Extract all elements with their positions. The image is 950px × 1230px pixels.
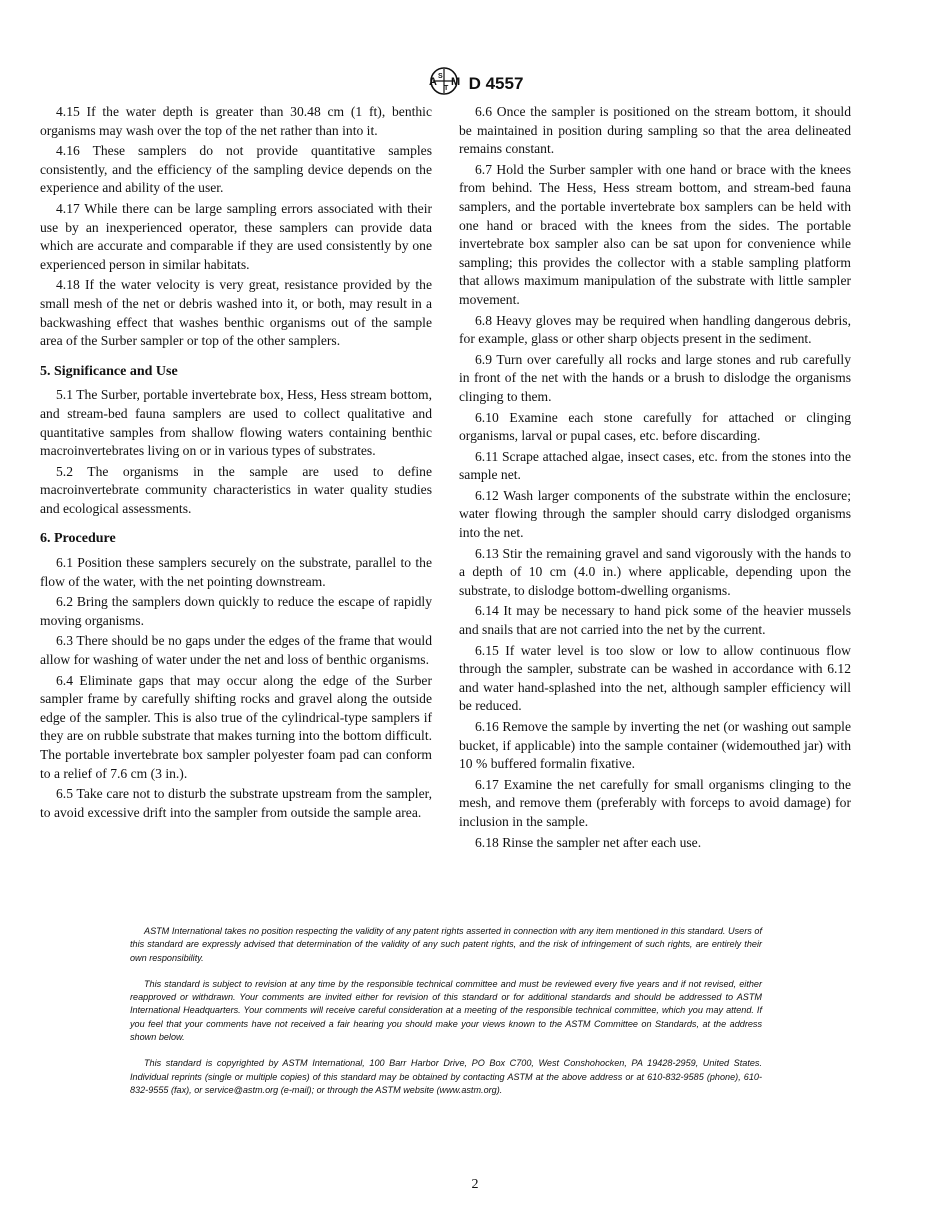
paragraph: 6.9 Turn over carefully all rocks and large stones and rub carefully in front of the net with the hands or a brush to dislodge the organisms clinging to them.	[459, 351, 851, 404]
paragraph: 6.2 Bring the samplers down quickly to reduce the escape of rapidly moving organisms.	[40, 594, 432, 628]
paragraph: 6.5 Take care not to disturb the substrate upstream from the sampler, to avoid excessive drift into the sampler from outside the sample area.	[40, 786, 432, 820]
paragraph: 6.7 Hold the Surber sampler with one hand or brace with the knees from behind. The Hess, Hess stream bottom, and stream-bed fauna samplers, and the portable invertebrate box samplers can be held with one hand or braced with the knees from the sides. The portable invertebrate box sampler also can be sat upon for convenience while sampling; this provides the collector with a stable sampling platform that allows maximum manipulation of the substrate with little sampler movement.	[459, 161, 851, 307]
svg-text:S: S	[437, 73, 443, 80]
paragraph: 4.18 If the water velocity is very great, resistance provided by the small mesh of the net or debris washed into it, or both, may result in a backwashing effect that washes benthic organisms out of the sample area of the Surber sampler or top of the other samplers.	[40, 277, 432, 349]
page-header	[0, 66, 950, 101]
paragraph: 6.15 If water level is too slow or low to allow continuous flow through the sampler, substrate can be washed in accordance with 6.12 and water hand-splashed into the net, although sampler efficiency will be reduced.	[459, 642, 851, 714]
standard-designation: D 4557	[468, 73, 524, 93]
paragraph: 4.17 While there can be large sampling errors associated with their use by an inexperienced operator, these samplers can provide data which are accurate and comparable if they are used consistently by one experienced person in similar habitats.	[40, 200, 432, 272]
paragraph: 6.1 Position these samplers securely on the substrate, parallel to the flow of the water, with the net pointing downstream.	[40, 555, 432, 589]
section-heading: 6. Procedure	[40, 531, 116, 547]
paragraph: 4.15 If the water depth is greater than 30.48 cm (1 ft), benthic organisms may wash over the top of the net rather than into it.	[40, 104, 432, 138]
page-number: 2	[471, 1177, 479, 1192]
paragraph: 6.8 Heavy gloves may be required when handling dangerous debris, for example, glass or other sharp objects present in the sediment.	[459, 312, 851, 347]
paragraph: 6.4 Eliminate gaps that may occur along the edge of the Surber sampler frame by carefully shifting rocks and gravel along the outside edge of the sampler. This is also true of the cylindrical-type samplers if they are on rubble substrate that makes turning into the bottom difficult. The portable invertebrate box sampler polyester foam pad can conform to a relief of 7.6 cm (3 in.).	[40, 672, 432, 781]
paragraph: 6.13 Stir the remaining gravel and sand vigorously with the hands to a depth of 10 cm (4.0 in.) where applicable, depending upon the substrate, to dislodge bottom-dwelling organisms.	[459, 545, 851, 598]
paragraph: 6.18 Rinse the sampler net after each use.	[475, 834, 702, 850]
left-column	[40, 103, 432, 824]
paragraph: 6.3 There should be no gaps under the edges of the frame that would allow for washing of water under the net and loss of benthic organisms.	[40, 633, 432, 668]
patent-notice: ASTM International takes no position respecting the validity of any patent rights asserted in connection with any item mentioned in this standard. Users of this standard are expressly advised that determination of the validity of any such patent rights, and the risk of infringement of such rights, are entirely their own responsibility.	[130, 926, 762, 963]
right-column	[459, 103, 851, 854]
section-heading: 5. Significance and Use	[40, 363, 178, 379]
paragraph: 5.1 The Surber, portable invertebrate box, Hess, Hess stream bottom, and stream-bed fauna samplers are used to collect qualitative and quantitative samples from shallow flowing waters containing benthic macroinvertebrates living on or in various types of substrates.	[40, 387, 432, 459]
svg-text:M: M	[450, 76, 460, 88]
paragraph: 4.16 These samplers do not provide quantitative samples consistently, and the efficiency of the sampling device depends on the experience and ability of the user.	[40, 143, 432, 196]
svg-text:A: A	[428, 76, 437, 88]
paragraph: 5.2 The organisms in the sample are used to define macroinvertebrate community characteristics in water quality studies and ecological assessments.	[40, 463, 432, 516]
footer-notices	[130, 925, 762, 1110]
paragraph: 6.10 Examine each stone carefully for attached or clinging organisms, larval or pupal cases, etc. before discarding.	[459, 409, 851, 444]
revision-notice: This standard is subject to revision at any time by the responsible technical committee and must be reviewed every five years and if not revised, either reapproved or withdrawn. Your comments are invited either for revision of this standard or for additional standards and should be addressed to ASTM International Headquarters. Your comments will receive careful consideration at a meeting of the responsible technical committee, which you may attend. If you feel that your comments have not received a fair hearing you should make your views known to the ASTM Committee on Standards, at the address shown below.	[130, 978, 762, 1043]
paragraph: 6.16 Remove the sample by inverting the net (or washing out sample bucket, if applicable) into the sample container (widemouthed jar) with 10 % buffered formalin fixative.	[459, 719, 851, 772]
paragraph: 6.14 It may be necessary to hand pick some of the heavier mussels and snails that are not carried into the net by the current.	[459, 603, 851, 638]
paragraph: 6.6 Once the sampler is positioned on the stream bottom, it should be maintained in position during sampling so that the area delineated remains constant.	[459, 104, 851, 157]
paragraph: 6.12 Wash larger components of the substrate within the enclosure; water flowing through the sampler should carry dislodged organisms into the net.	[459, 487, 851, 541]
copyright-notice: This standard is copyrighted by ASTM International, 100 Barr Harbor Drive, PO Box C700, West Conshohocken, PA 19428-2959, United States. Individual reprints (single or multiple copies) of this standard may be obtained by contacting ASTM at the above address or at 610-832-9585 (phone), 610-832-9555 (fax), or service@astm.org (e-mail); or through the ASTM website (www.astm.org).	[130, 1058, 762, 1095]
svg-text:T: T	[443, 85, 448, 92]
paragraph: 6.17 Examine the net carefully for small organisms clinging to the mesh, and remove them (preferably with forceps to avoid damage) for inclusion in the sample.	[459, 776, 851, 829]
paragraph: 6.11 Scrape attached algae, insect cases, etc. from the stones into the sample net.	[459, 448, 851, 483]
astm-logo-icon	[427, 66, 461, 101]
